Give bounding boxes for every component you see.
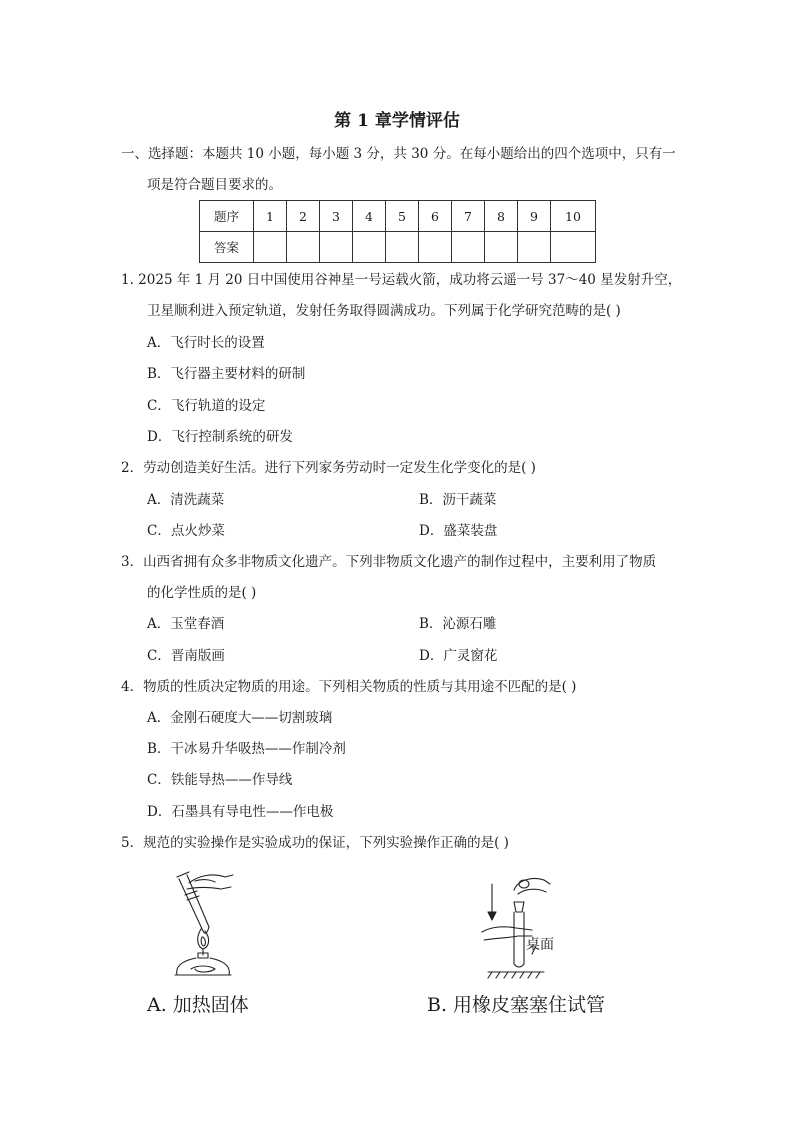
question-number-cell: 2 [287,201,320,232]
option-c: C．晋南版画 [147,648,225,664]
answer-table-number-row [200,201,596,232]
stopper-illustration [478,870,568,980]
heating-solid-illustration [165,865,245,980]
option-a: A．飞行时长的设置 [147,335,265,351]
option-c: C．铁能导热——作导线 [147,772,293,788]
answer-cell[interactable] [386,232,419,263]
answer-cell[interactable] [353,232,386,263]
question-stem: 4．物质的性质决定物质的用途。下列相关物质的性质与其用途不匹配的是( ) [121,679,577,695]
question-number-cell: 9 [518,201,551,232]
desk-label: 桌面 [526,937,554,953]
question-number-cell: 8 [485,201,518,232]
question-number-cell: 1 [254,201,287,232]
question-number-cell: 5 [386,201,419,232]
answer-cell[interactable] [551,232,596,263]
option-b: B．飞行器主要材料的研制 [147,366,306,382]
option-b: B．沁源石雕 [419,616,497,632]
question-stem: 3．山西省拥有众多非物质文化遗产。下列非物质文化遗产的制作过程中，主要利用了物质 [121,554,657,570]
section-heading-line1: 一、选择题：本题共 10 小题，每小题 3 分，共 30 分。在每小题给出的四个选项中，只有一 [121,146,676,162]
option-c: C．点火炒菜 [147,523,225,539]
option-a: A．玉堂春酒 [147,616,225,632]
answer-cell[interactable] [419,232,452,263]
question-stem: 2．劳动创造美好生活。进行下列家务劳动时一定发生化学变化的是( ) [121,460,536,476]
answer-cell[interactable] [518,232,551,263]
question-stem: 的化学性质的是( ) [147,585,257,601]
option-a: A．清洗蔬菜 [147,492,225,508]
figure-a-caption: A. 加热固体 [147,994,249,1016]
answer-table-answer-row [200,232,596,263]
option-b: B．干冰易升华吸热——作制冷剂 [147,741,346,757]
option-d: D．石墨具有导电性——作电极 [147,804,334,820]
table-header-cell: 题序 [200,201,254,232]
question-number-cell: 10 [551,201,596,232]
answer-table [199,200,596,263]
option-b: B．沥干蔬菜 [419,492,497,508]
answer-cell[interactable] [254,232,287,263]
answer-cell[interactable] [320,232,353,263]
question-number-cell: 6 [419,201,452,232]
option-c: C．飞行轨道的设定 [147,398,266,414]
option-d: D．飞行控制系统的研发 [147,429,293,445]
figure-b-caption: B. 用橡皮塞塞住试管 [427,994,606,1016]
option-d: D．广灵窗花 [419,648,498,664]
option-a: A．金刚石硬度大——切割玻璃 [147,710,333,726]
page-title: 第 1 章学情评估 [334,111,460,131]
question-stem: 5．规范的实验操作是实验成功的保证，下列实验操作正确的是( ) [121,835,509,851]
question-stem: 1. 2025 年 1 月 20 日中国使用谷神星一号运载火箭，成功将云遥一号 37～40 星发射升空， [121,272,682,288]
question-stem: 卫星顺利进入预定轨道，发射任务取得圆满成功。下列属于化学研究范畴的是( ) [147,303,621,319]
question-number-cell: 3 [320,201,353,232]
answer-cell[interactable] [452,232,485,263]
table-header-cell: 答案 [200,232,254,263]
question-number-cell: 7 [452,201,485,232]
answer-cell[interactable] [485,232,518,263]
answer-cell[interactable] [287,232,320,263]
option-d: D．盛菜装盘 [419,523,498,539]
question-number-cell: 4 [353,201,386,232]
section-heading-line2: 项是符合题目要求的。 [147,177,282,193]
